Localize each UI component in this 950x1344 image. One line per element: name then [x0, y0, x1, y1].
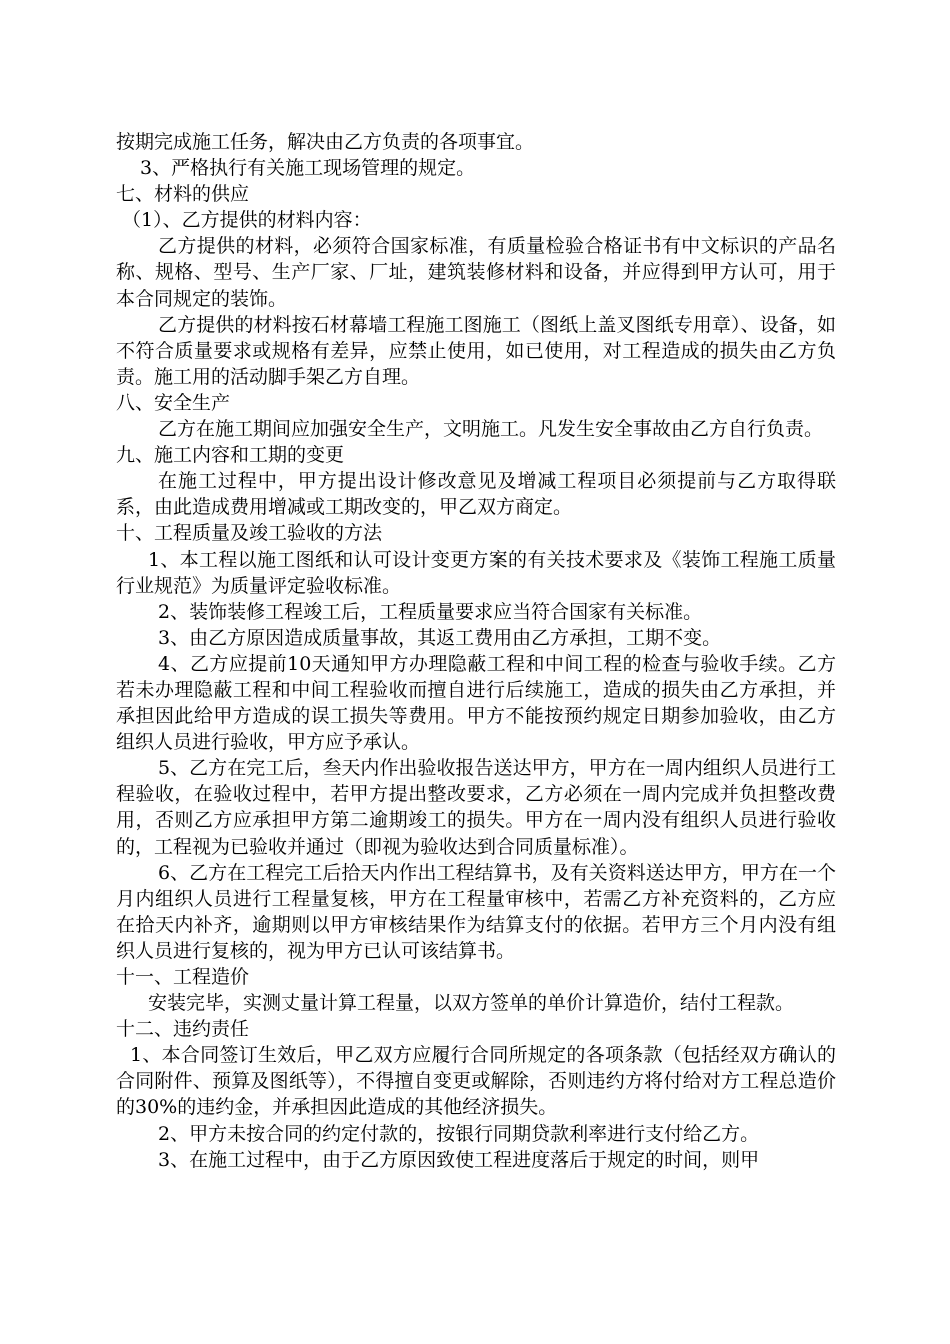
clause-item: 2、甲方未按合同的约定付款的，按银行同期贷款利率进行支付给乙方。 — [158, 1122, 760, 1145]
clause-item: 3、在施工过程中，由于乙方原因致使工程进度落后于规定的时间，则甲 — [158, 1148, 760, 1171]
section-heading: 十二、违约责任 — [116, 1018, 250, 1041]
clause-item: 3、由乙方原因造成质量事故，其返工费用由乙方承担，工期不变。 — [158, 626, 722, 649]
clause-item: 4、乙方应提前10天通知甲方办理隐蔽工程和中间工程的检查与验收手续。乙方若未办理隐蔽工程和中间工程验收而擅自进行后续施工，造成的损失由乙方承担，并承担因此给甲方造成的误工损失等费用。甲方不能按预约规定日期参加验收，由乙方组织人员进行验收，甲方应予承认。 — [116, 652, 836, 754]
section-heading: 九、施工内容和工期的变更 — [116, 444, 345, 467]
body-paragraph: 乙方在施工期间应加强安全生产，文明施工。凡发生安全事故由乙方自行负责。 — [158, 418, 824, 441]
paragraph-continuation: 按期完成施工任务，解决由乙方负责的各项事宜。 — [116, 131, 535, 153]
section-heading: 十、工程质量及竣工验收的方法 — [116, 522, 383, 545]
body-paragraph: 乙方提供的材料按石材幕墙工程施工图施工（图纸上盖叉图纸专用章）、设备，如不符合质量要求或规格有差异，应禁止使用，如已使用，对工程造成的损失由乙方负责。施工用的活动脚手架乙方自理。 — [116, 313, 836, 388]
section-heading: 八、安全生产 — [116, 391, 231, 414]
clause-item: 1、本合同签订生效后，甲乙双方应履行合同所规定的各项条款（包括经双方确认的合同附件、预算及图纸等），不得擅自变更或解除，否则违约方将付给对方工程总造价的30%的违约金，并承担因此造成的其他经济损失。 — [116, 1044, 836, 1119]
clause-item: 5、乙方在完工后，叁天内作出验收报告送达甲方，甲方在一周内组织人员进行工程验收，在验收过程中，若甲方提出整改要求，乙方必须在一周内完成并负担整改费用，否则乙方应承担甲方第二逾期竣工的损失。甲方在一周内没有组织人员进行验收的，工程视为已验收并通过（即视为验收达到合同质量标准）。 — [116, 757, 836, 858]
document-body — [116, 129, 836, 1173]
body-paragraph: 安装完毕，实测丈量计算工程量，以双方签单的单价计算造价，结付工程款。 — [148, 992, 795, 1015]
clause-item: 3、严格执行有关施工现场管理的规定。 — [140, 157, 476, 180]
clause-item: 2、装饰装修工程竣工后，工程质量要求应当符合国家有关标准。 — [158, 600, 703, 623]
clause-item: 1、本工程以施工图纸和认可设计变更方案的有关技术要求及《装饰工程施工质量行业规范》为质量评定验收标准。 — [116, 548, 836, 597]
section-heading: 十一、工程造价 — [116, 966, 250, 988]
body-paragraph: 在施工过程中，甲方提出设计修改意见及增减工程项目必须提前与乙方取得联系，由此造成费用增减或工期改变的，甲乙双方商定。 — [116, 470, 836, 519]
subsection-heading: （1）、乙方提供的材料内容： — [122, 209, 372, 232]
clause-item: 6、乙方在工程完工后拾天内作出工程结算书，及有关资料送达甲方，甲方在一个月内组织人员进行工程量复核，甲方在工程量审核中，若需乙方补充资料的，乙方应在拾天内补齐，逾期则以甲方审核结果作为结算支付的依据。若甲方三个月内没有组织人员进行复核的，视为甲方已认可该结算书。 — [116, 861, 836, 962]
section-heading: 七、材料的供应 — [116, 183, 250, 206]
body-paragraph: 乙方提供的材料，必须符合国家标准，有质量检验合格证书有中文标识的产品名称、规格、型号、生产厂家、厂址，建筑装修材料和设备，并应得到甲方认可，用于本合同规定的装饰。 — [116, 235, 836, 310]
